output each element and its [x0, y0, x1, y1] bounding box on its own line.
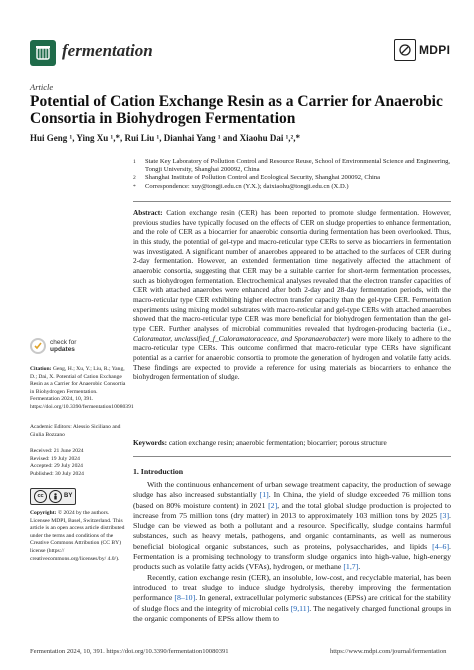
text-run: . In China, the yield of sludge exceeded 76 million tons (based on 80% moisture content) in 2021: [133, 490, 451, 510]
updates-line-1: check for: [50, 339, 77, 346]
paragraph: [133, 573, 451, 624]
affiliation-item: [133, 158, 453, 174]
text-run: . Sludge can be viewed as both a pollutant and a resource. Specifically, sludge contains harmful substances, such as heavy metals, pathogens, and organic contaminants, as well as numerous beneficial biological organic substances, such as proteins, polysaccharides, and lipids: [133, 510, 451, 551]
reference-link[interactable]: [2]: [268, 500, 278, 510]
abstract: [133, 208, 451, 382]
introduction-body: [133, 480, 451, 624]
editors-block: [30, 424, 126, 439]
check-for-updates[interactable]: [30, 338, 126, 354]
cc-license-badge[interactable]: [30, 488, 126, 505]
affiliation-number: *: [133, 183, 136, 190]
citation-label: Citation:: [30, 366, 52, 372]
text-run: . In general, extracellular polymeric substances (EPSs) are critical for the stability of sludge flocs and the integrity of microbial cells: [133, 593, 451, 613]
keywords: [133, 438, 451, 448]
reference-link[interactable]: [9,11]: [290, 603, 310, 613]
person-icon: [49, 490, 62, 503]
editors-label: Academic Editors:: [30, 424, 72, 430]
reference-link[interactable]: [1]: [259, 490, 269, 500]
author-list: Hui Geng ¹, Ying Xu ¹,*, Rui Liu ¹, Dianhai Yang ¹ and Xiaohu Dai ¹,²,*: [30, 133, 301, 143]
dates-block: [30, 448, 126, 478]
copyright-text: © 2024 by the authors. Licensee MDPI, Basel, Switzerland. This article is an open access article distributed under the terms and conditions of the Creative Commons Attribution (CC BY) license (https:// creativecommons.org/licenses/by/ 4.0/).: [30, 510, 125, 562]
mdpi-wordmark: MDPI: [419, 43, 451, 57]
copyright-label: Copyright:: [30, 510, 57, 516]
accepted-date: Accepted: 29 July 2024: [30, 463, 83, 470]
text-run: . Fermentation is a promising technology to transform sludge organics into high-value, high-energy products such as volatile fatty acids (VFAs), hydrogen, or methane: [133, 541, 451, 572]
paragraph: [133, 480, 451, 573]
published-date: Published: 30 July 2024: [30, 470, 84, 477]
received-date: Received: 21 June 2024: [30, 448, 84, 454]
article-type: Article: [30, 82, 54, 92]
citation-block: [30, 366, 134, 412]
abstract-taxa: Caloramator, unclassified_f_Caloramatoraceace, and Sporanaerobacter: [133, 333, 348, 343]
affiliation-number: 1: [133, 159, 136, 165]
updates-line-2: updates: [50, 346, 75, 353]
abstract-top-rule: [133, 201, 451, 202]
text-run: . The negatively charged functional groups in the organic components of EPSs allow them to: [133, 603, 451, 623]
section-heading: 1. Introduction: [133, 467, 184, 476]
footer-journal-link[interactable]: https://www.mdpi.com/journal/fermentation: [330, 648, 447, 655]
mdpi-logo: [394, 39, 450, 61]
correspondence-text: Correspondence: xuy@tongji.edu.cn (Y.X.); daixiaohu@tongji.edu.cn (X.D.): [145, 182, 349, 190]
keywords-label: Keywords:: [133, 438, 168, 447]
abstract-text-end: ) were more likely to adhere to the macro-reticular type CERs. This outcome confirmed that macro-reticular type CERs have significant potential as a carrier for anaerobic consortia to promote the generation of hydrogen and volatile fatty acids. These findings are expected to provide a reference for using materials as biocarriers to enhance the biohydrogen fermentation of sludge.: [133, 333, 452, 382]
footer-citation: Fermentation 2024, 10, 391. https://doi.org/10.3390/fermentation10080391: [30, 648, 229, 655]
mdpi-emblem-icon: [394, 39, 416, 61]
cc-by-label: BY: [64, 492, 73, 499]
affiliation-text: Shanghai Institute of Pollution Control and Ecological Security, Shanghai 200092, China: [145, 174, 381, 182]
reference-link[interactable]: [3]: [439, 510, 450, 520]
copyright-block: [30, 510, 126, 563]
editors-text: Alessio Siciliano and Giulia Bozzano: [30, 424, 121, 438]
abstract-text: Cation exchange resin (CER) has been reported to promote sludge fermentation. However, previous studies have typically focused on the effects of CER on sludge properties to enhance fermentation, and the role of CER as a biocarrier for anaerobic consortia during fermentation has been overlooked. Thus, in this study, the potential of gel-type and macro-reticular type CERs to serve as biocarriers in fermentation was investigated. A significant number of anaerobes appeared to be attached to the surfaces of CER during 2-day fermentation. However, an extended fermentation time negatively affected the attachment of anaerobic consortia, suggesting that CER may be a suitable carrier for short-term fermentation processes, such as biohydrogen fermentation. Electrochemical analyses revealed that the electron transfer capacities of CER with attached anaerobes were enhanced after both 2-day and 28-day fermentation periods, with the macro-reticular type CER exhibiting higher electron transfer capacity than the gel-type CER. Fermentation experiments using mixing model substrates with macro-reticular and gel-type CERs with attached anaerobes showed that the macro-reticular type CER was more beneficial for biohydrogen fermentation than the gel-type CER. Further analyses of microbial communities revealed that hydrogen-producing bacteria (i.e.,: [133, 208, 452, 333]
abstract-label: Abstract:: [133, 208, 163, 217]
citation-text: Geng, H.; Xu, Y.; Liu, R.; Yang, D.; Dai, X. Potential of Cation Exchange Resin as a Carrier for Anaerobic Consortia in Biohydrogen Fermentation. Fermentation 2024, 10, 391. https://doi.org/10.3390/fermentation10080391: [30, 366, 134, 410]
fermentation-logo-icon: [34, 44, 52, 62]
journal-logo: [30, 40, 56, 66]
affiliation-number: 2: [133, 175, 136, 182]
affiliation-text: State Key Laboratory of Pollution Control and Resource Reuse, School of Environmental Science and Engineering, Tongji University, Shanghai 200092, China: [145, 158, 451, 174]
keywords-bottom-rule: [133, 456, 451, 457]
reference-link[interactable]: [8–10]: [174, 593, 196, 603]
reference-link[interactable]: [4–6]: [432, 541, 450, 551]
check-updates-icon: [30, 338, 46, 354]
affiliation-item: [133, 183, 453, 191]
keywords-text: cation exchange resin; anaerobic fermentation; biocarrier; porous structure: [168, 438, 387, 447]
cc-icon: cc: [34, 490, 47, 503]
journal-name: fermentation: [62, 41, 153, 60]
revised-date: Revised: 19 July 2024: [30, 455, 80, 462]
article-title: Potential of Cation Exchange Resin as a Carrier for Anaerobic Consortia in Biohydrogen Fermentation: [30, 93, 443, 127]
text-run: .: [358, 562, 361, 572]
text-run: With the continuous enhancement of urban sewage treatment capacity, the production of sewage sludge has also increased substantially: [133, 480, 451, 500]
text-run: Recently, cation exchange resin (CER), an insoluble, low-cost, and recyclable material, has been introduced to treat sludge to induce sludge hydrolysis, thereby improving the fermentation performance: [133, 572, 451, 603]
reference-link[interactable]: [1,7]: [343, 562, 359, 572]
affiliations: [133, 158, 453, 191]
affiliation-item: [133, 174, 453, 182]
text-run: , and the total global sludge production is projected to increase from 75 million tons (dry matter) in 2013 to approximately 103 million tons by 2025: [133, 500, 451, 520]
